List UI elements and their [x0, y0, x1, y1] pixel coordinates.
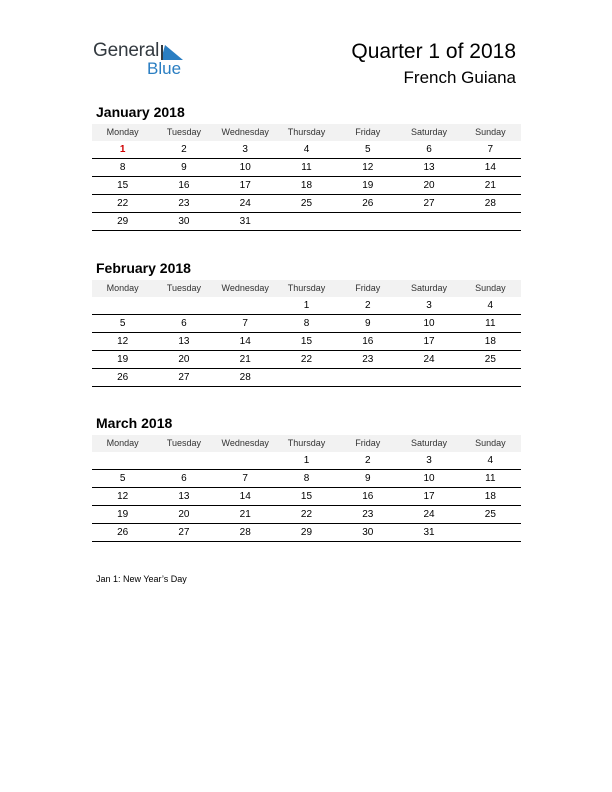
day-cell: [460, 369, 521, 386]
flag-icon: [161, 44, 183, 60]
day-cell: 14: [239, 336, 251, 347]
day-cell: 25: [300, 198, 313, 209]
day-cell: [337, 213, 398, 230]
week-row: [92, 488, 521, 506]
day-cell: 2: [364, 300, 371, 311]
day-cell: 13: [423, 162, 435, 173]
weekday-header: Monday: [106, 438, 139, 448]
month-january: [92, 102, 521, 231]
weekday-header: Saturday: [411, 127, 448, 137]
day-cell: 23: [178, 198, 190, 209]
week-row: [92, 297, 521, 315]
day-cell: 10: [239, 162, 251, 173]
day-cell: 13: [178, 491, 190, 502]
week-row: [92, 351, 521, 369]
weekday-header: Friday: [355, 283, 381, 293]
day-cell: 23: [362, 509, 374, 520]
day-cell: 24: [423, 509, 435, 520]
weekday-header-row: [92, 280, 521, 297]
weekday-header: Tuesday: [166, 283, 202, 293]
day-cell: 19: [117, 509, 129, 520]
day-cell: 16: [178, 180, 190, 191]
day-cell: 22: [300, 354, 313, 365]
day-cell: 8: [303, 473, 310, 484]
day-cell: 28: [239, 527, 251, 538]
day-cell: 6: [181, 473, 187, 484]
day-cell: 6: [181, 318, 187, 329]
week-row: [92, 159, 521, 177]
day-cell: 7: [242, 473, 248, 484]
day-cell: 17: [423, 491, 435, 502]
day-cell: 9: [364, 318, 371, 329]
month-title: March 2018: [96, 415, 173, 431]
day-cell: 4: [487, 455, 494, 466]
day-cell: 18: [484, 336, 496, 347]
day-cell: 5: [119, 473, 126, 484]
day-cell: 7: [487, 144, 494, 155]
day-cell: [215, 452, 276, 469]
day-cell: 25: [484, 354, 496, 365]
weekday-header: Thursday: [287, 438, 326, 448]
day-cell: 11: [485, 473, 496, 484]
weekday-header: Tuesday: [166, 127, 202, 137]
weekday-header-row: [92, 124, 521, 141]
weekday-header: Sunday: [475, 127, 506, 137]
day-cell: 24: [423, 354, 435, 365]
week-row: [92, 177, 521, 195]
weekday-header: Tuesday: [166, 438, 202, 448]
day-cell: 13: [178, 336, 190, 347]
weekday-header: Thursday: [287, 283, 326, 293]
month-title: February 2018: [96, 260, 191, 276]
day-cell: 22: [300, 509, 313, 520]
logo-general-text: General: [93, 40, 160, 61]
week-row: [92, 524, 521, 542]
day-cell: 18: [484, 491, 496, 502]
day-cell: 27: [423, 198, 435, 209]
day-cell: 16: [362, 336, 374, 347]
day-cell: 21: [239, 509, 251, 520]
weekday-header: Saturday: [411, 283, 448, 293]
day-cell: 17: [423, 336, 435, 347]
weekday-header: Wednesday: [221, 283, 269, 293]
day-cell: 14: [484, 162, 496, 173]
week-row: [92, 369, 521, 387]
day-cell: 20: [178, 354, 190, 365]
weekday-header-row: [92, 435, 521, 452]
day-cell: [215, 297, 276, 314]
day-cell: [398, 369, 459, 386]
day-cell: 29: [117, 216, 129, 227]
day-cell: 3: [426, 455, 432, 466]
day-cell: [276, 369, 337, 386]
day-cell: 23: [362, 354, 374, 365]
day-cell: 28: [239, 372, 251, 383]
day-cell: 11: [301, 162, 312, 173]
day-cell: 6: [426, 144, 432, 155]
day-cell: 9: [364, 473, 371, 484]
day-cell: 8: [119, 162, 126, 173]
page-subtitle: French Guiana: [403, 68, 516, 87]
day-cell: 3: [242, 144, 248, 155]
day-cell: 12: [362, 162, 374, 173]
weekday-header: Sunday: [475, 438, 506, 448]
month-march: [92, 413, 521, 542]
day-cell: 20: [178, 509, 190, 520]
day-cell: 12: [117, 491, 129, 502]
day-cell: 9: [181, 162, 187, 173]
day-cell: 26: [117, 372, 129, 383]
day-cell: 2: [364, 455, 371, 466]
day-cell: 8: [303, 318, 310, 329]
day-cell: 7: [242, 318, 248, 329]
day-cell: 17: [239, 180, 251, 191]
week-row: [92, 213, 521, 231]
day-cell: [460, 213, 521, 230]
weekday-header: Thursday: [287, 127, 326, 137]
week-row: [92, 141, 521, 159]
day-cell: 31: [239, 216, 251, 227]
day-cell: 18: [300, 180, 313, 191]
day-cell: 2: [181, 144, 187, 155]
day-cell: 21: [484, 180, 496, 191]
day-cell: 15: [117, 180, 129, 191]
day-cell: 27: [178, 527, 190, 538]
weekday-header: Monday: [106, 283, 139, 293]
day-cell: 12: [117, 336, 129, 347]
day-cell: 5: [119, 318, 126, 329]
day-cell: [398, 213, 459, 230]
day-cell: 26: [117, 527, 129, 538]
day-cell: 24: [239, 198, 251, 209]
day-cell: 3: [426, 300, 432, 311]
day-cell: 22: [117, 198, 129, 209]
day-cell: 15: [300, 491, 313, 502]
day-cell: 11: [485, 318, 496, 329]
week-row: [92, 506, 521, 524]
week-row: [92, 195, 521, 213]
week-row: [92, 452, 521, 470]
day-cell: 4: [303, 144, 310, 155]
day-cell: 27: [178, 372, 190, 383]
week-row: [92, 470, 521, 488]
day-cell: 10: [423, 318, 435, 329]
day-cell: [153, 452, 214, 469]
weekday-header: Wednesday: [221, 438, 269, 448]
day-cell: 10: [423, 473, 435, 484]
weekday-header: Monday: [106, 127, 139, 137]
week-row: [92, 333, 521, 351]
weekday-header: Friday: [355, 438, 381, 448]
day-cell: [92, 452, 153, 469]
day-cell: 5: [364, 144, 371, 155]
day-cell: 4: [487, 300, 494, 311]
weekday-header: Sunday: [475, 283, 506, 293]
day-cell: 30: [362, 527, 374, 538]
day-cell: [276, 213, 337, 230]
day-cell: 29: [300, 527, 313, 538]
logo-blue-text: Blue: [147, 59, 182, 78]
day-cell: 20: [423, 180, 435, 191]
day-cell: 1: [303, 300, 310, 311]
day-cell: 31: [423, 527, 435, 538]
day-cell: [337, 369, 398, 386]
generalblue-logo: [93, 40, 193, 80]
week-row: [92, 315, 521, 333]
weekday-header: Wednesday: [221, 127, 269, 137]
day-cell: [153, 297, 214, 314]
month-title: January 2018: [96, 104, 185, 120]
day-cell: 19: [362, 180, 374, 191]
month-february: [92, 258, 521, 387]
day-cell: 15: [300, 336, 313, 347]
day-cell: 19: [117, 354, 129, 365]
day-cell: 26: [362, 198, 374, 209]
day-cell: [460, 524, 521, 541]
holidays-note: Jan 1: New Year’s Day: [96, 574, 187, 584]
weekday-header: Friday: [355, 127, 381, 137]
day-cell: 25: [484, 509, 496, 520]
day-cell: 1: [119, 144, 126, 155]
day-cell: 30: [178, 216, 190, 227]
day-cell: 28: [484, 198, 496, 209]
day-cell: 1: [303, 455, 310, 466]
day-cell: 21: [239, 354, 251, 365]
page-title: Quarter 1 of 2018: [351, 40, 516, 63]
weekday-header: Saturday: [411, 438, 448, 448]
day-cell: 14: [239, 491, 251, 502]
day-cell: [92, 297, 153, 314]
day-cell: 16: [362, 491, 374, 502]
